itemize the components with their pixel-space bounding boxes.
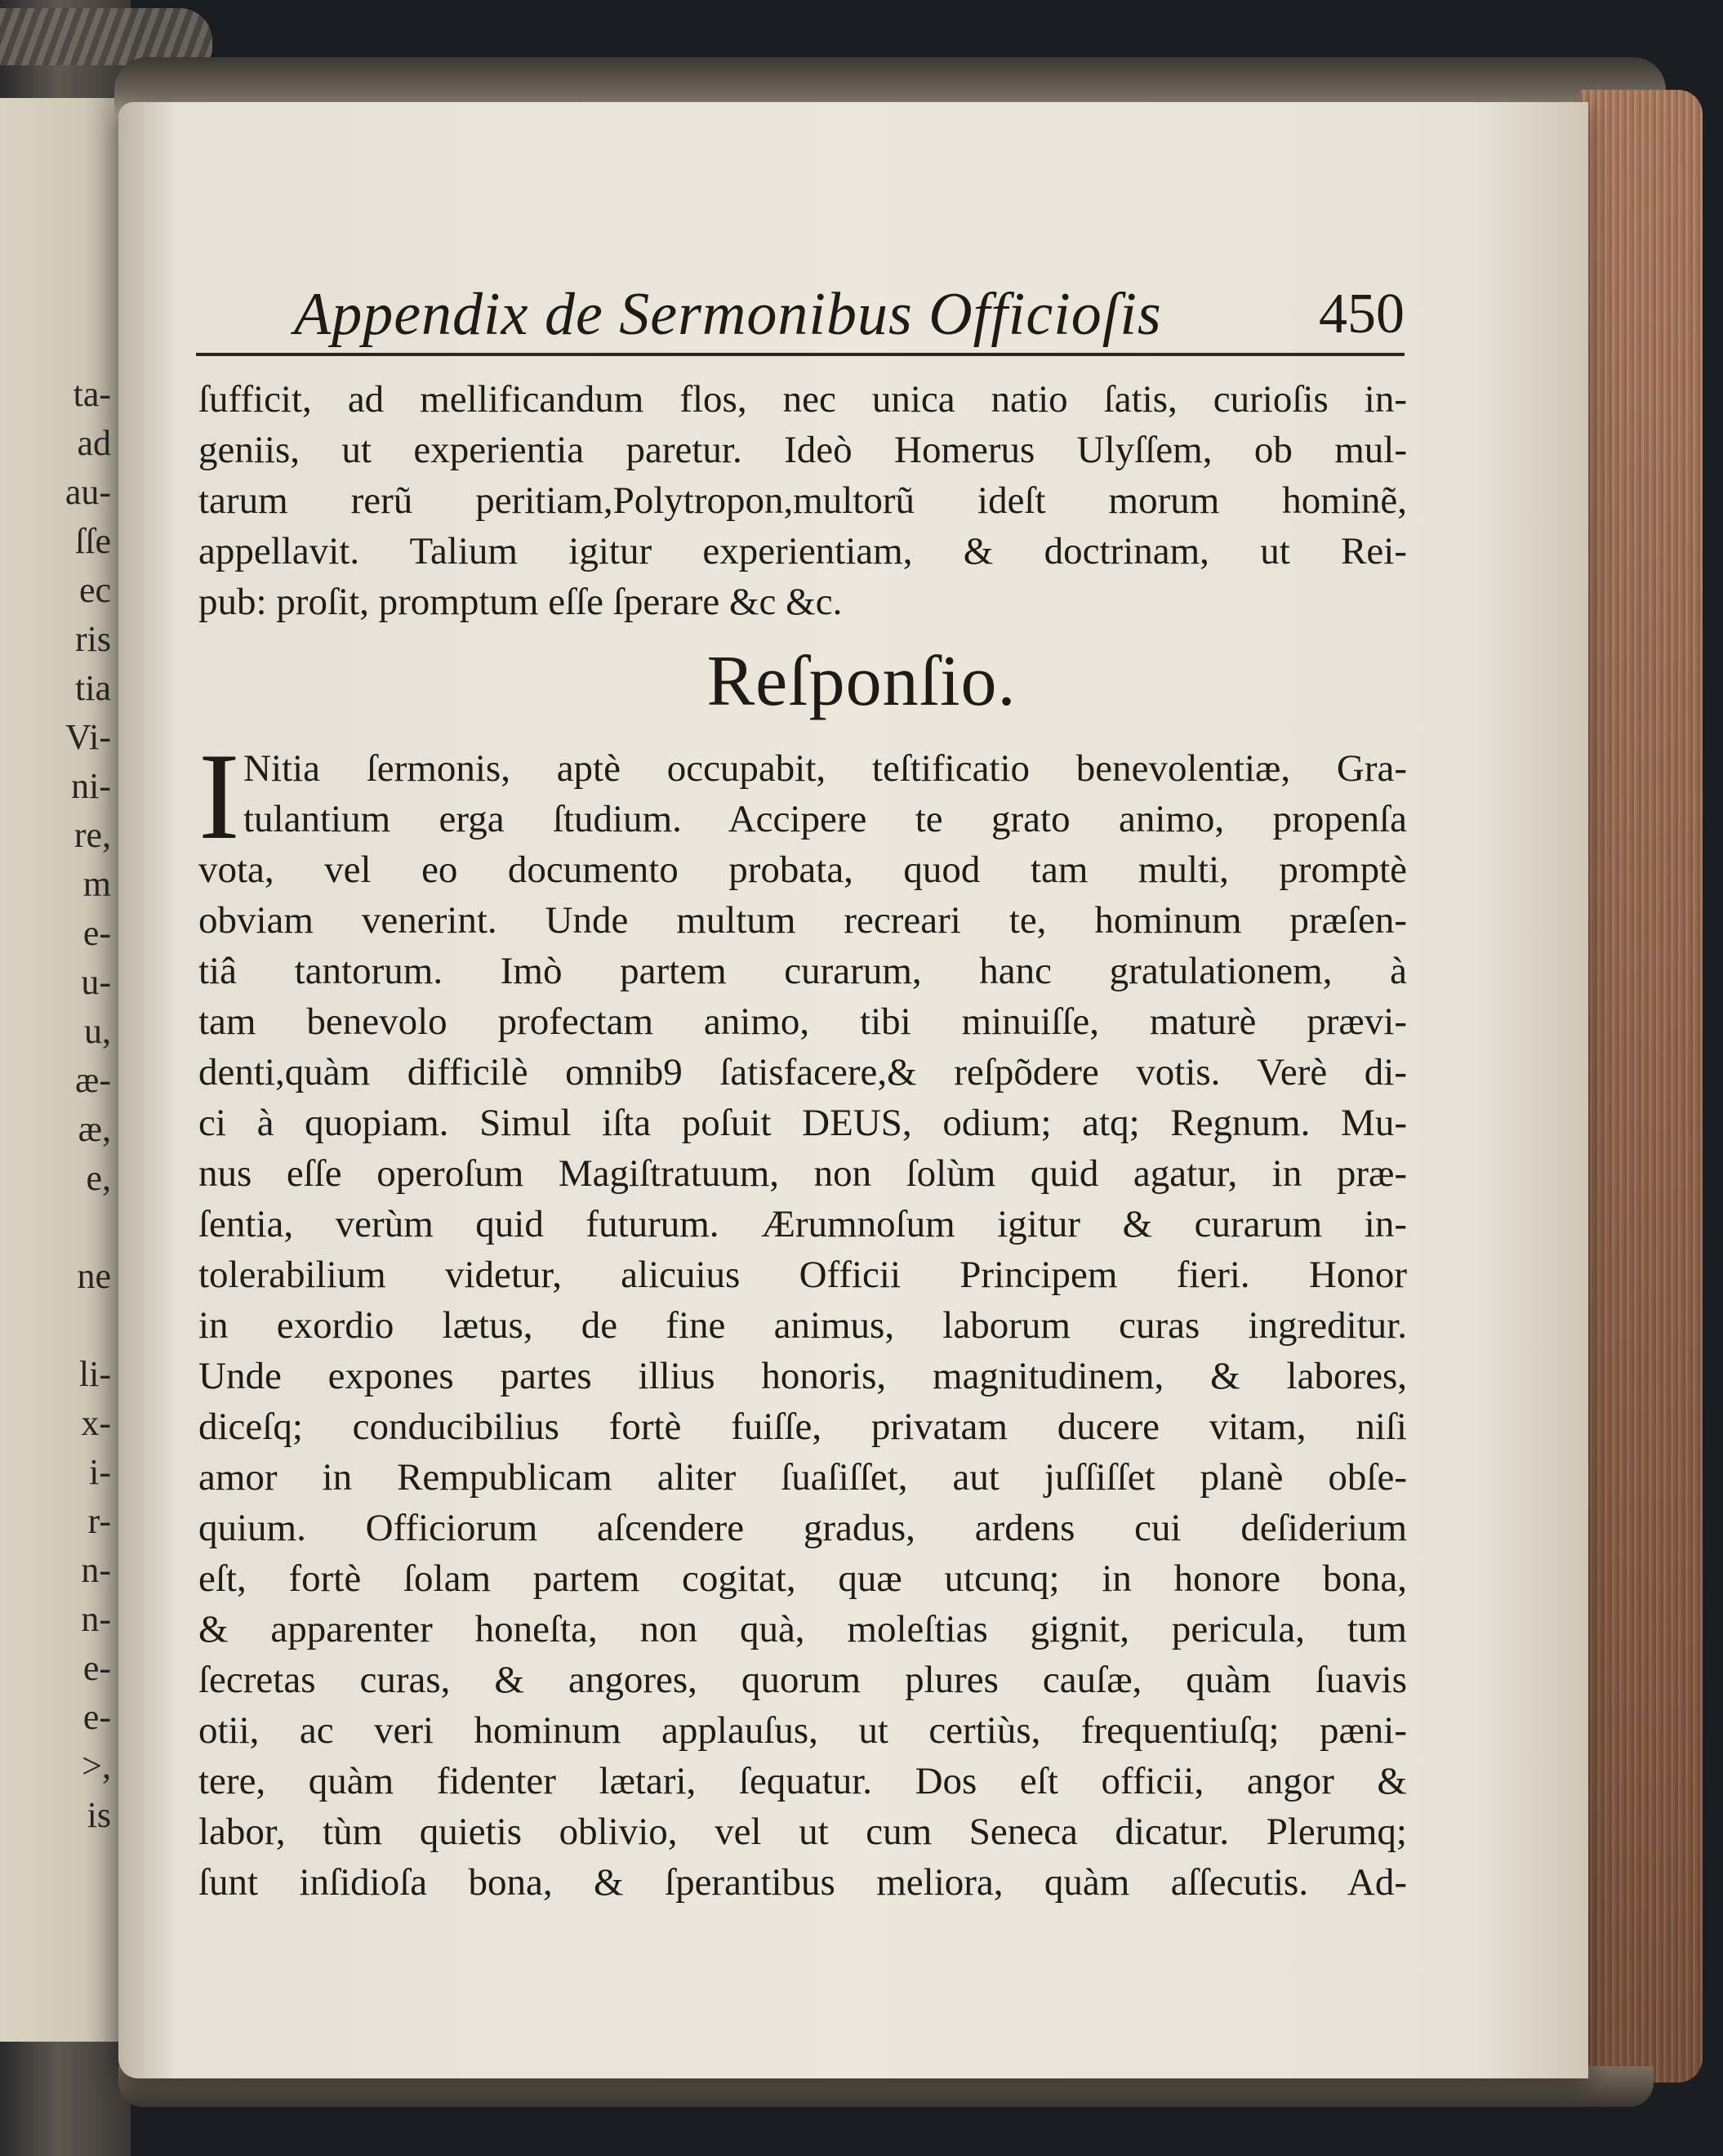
left-page-fragment: e, bbox=[86, 1158, 111, 1198]
left-page-fragment: ad bbox=[77, 423, 111, 463]
left-page-fragment: u- bbox=[81, 962, 111, 1002]
text-line: tolerabilium videtur, alicuius Officii Principem fieri. Honor bbox=[198, 1254, 1407, 1296]
left-page-fragment: r- bbox=[87, 1501, 111, 1541]
left-page-fragment: æ- bbox=[75, 1060, 111, 1100]
left-page-fragment: ſſe bbox=[75, 521, 111, 561]
left-page-fragment: ec bbox=[78, 570, 111, 610]
text-line: pub: proſit, promptum eſſe ſperare &c &c. bbox=[198, 581, 843, 623]
running-title: Appendix de Sermonibus Officioſis bbox=[294, 281, 1162, 348]
left-page-fragment: Vi- bbox=[65, 717, 111, 757]
text-line: geniis, ut experientia paretur. Ideò Homerus Ulyſſem, ob mul- bbox=[198, 429, 1407, 471]
text-line: quium. Officiorum aſcendere gradus, ardens cui deſiderium bbox=[198, 1507, 1407, 1549]
left-page-fragment: e- bbox=[82, 1648, 111, 1688]
left-page-fragment: n- bbox=[81, 1599, 111, 1639]
left-page-fragment: re, bbox=[73, 815, 111, 855]
left-page-fragment: ni- bbox=[71, 766, 111, 806]
text-line: tulantium erga ſtudium. Accipere te grato animo, propenſa bbox=[243, 798, 1407, 840]
drop-cap: I bbox=[198, 728, 240, 865]
left-page-fragment: >, bbox=[82, 1746, 111, 1786]
left-page-fragment: ne bbox=[77, 1256, 111, 1296]
running-header bbox=[196, 278, 1405, 359]
left-page-fragment: ris bbox=[75, 619, 111, 659]
left-page-fragment: i- bbox=[89, 1452, 111, 1492]
text-line: ſunt inſidioſa bona, & ſperantibus meliora, quàm aſſecutis. Ad- bbox=[198, 1861, 1407, 1904]
left-page-fragment: æ, bbox=[78, 1109, 111, 1149]
book-fore-edge bbox=[1580, 90, 1703, 2082]
text-line: ſentia, verùm quid futurum. Ærumnoſum igitur & curarum in- bbox=[198, 1203, 1407, 1245]
left-page-fragment: ta- bbox=[73, 374, 111, 414]
left-page-fragment: x- bbox=[81, 1403, 111, 1443]
text-line: tam benevolo profectam animo, tibi minuiſſe, maturè prævi- bbox=[198, 1000, 1407, 1043]
text-line: ſufficit, ad mellificandum flos, nec unica natio ſatis, curioſis in- bbox=[198, 378, 1407, 421]
page-number: 450 bbox=[1319, 283, 1405, 345]
left-page-fragment: e- bbox=[82, 1697, 111, 1737]
text-line: diceſq; conducibilius fortè fuiſſe, privatam ducere vitam, niſi bbox=[198, 1405, 1407, 1448]
left-page-fragment: tia bbox=[75, 668, 111, 708]
left-page-fragment: is bbox=[87, 1795, 111, 1835]
text-line: appellavit. Talium igitur experientiam, & doctrinam, ut Rei- bbox=[198, 530, 1407, 572]
text-line: tere, quàm fidenter lætari, ſequatur. Dos eſt officii, angor & bbox=[198, 1760, 1407, 1802]
text-line: denti,quàm difficilè omnib9 ſatisfacere,& reſpõdere votis. Verè di- bbox=[198, 1051, 1407, 1094]
left-page-fragment: au- bbox=[65, 472, 111, 512]
text-line: tiâ tantorum. Imò partem curarum, hanc gratulationem, à bbox=[198, 950, 1407, 992]
text-line: eſt, fortè ſolam partem cogitat, quæ utcunq; in honore bona, bbox=[198, 1557, 1407, 1600]
left-page bbox=[0, 98, 122, 2042]
text-line: obviam venerint. Unde multum recreari te, hominum præſen- bbox=[198, 899, 1407, 942]
text-line: tarum rerũ peritiam,Polytropon,multorũ ideſt morum hominẽ, bbox=[198, 479, 1407, 522]
left-page-fragment: u, bbox=[84, 1011, 111, 1051]
left-page-fragment: li- bbox=[78, 1354, 111, 1394]
text-line: otii, ac veri hominum applauſus, ut certiùs, frequentiuſq; pæni- bbox=[198, 1709, 1407, 1752]
text-line: Nitia ſermonis, aptè occupabit, teſtificatio benevolentiæ, Gra- bbox=[243, 747, 1407, 790]
text-line: amor in Rempublicam aliter ſuaſiſſet, aut juſſiſſet planè obſe- bbox=[198, 1456, 1407, 1499]
left-page-fragment: n- bbox=[81, 1550, 111, 1590]
text-line: in exordio lætus, de fine animus, laborum curas ingreditur. bbox=[198, 1304, 1407, 1347]
left-page-fragment: m bbox=[82, 864, 111, 904]
section-title: Reſponſio. bbox=[706, 642, 1017, 721]
text-line: Unde expones partes illius honoris, magnitudinem, & labores, bbox=[198, 1355, 1407, 1397]
header-rule bbox=[196, 353, 1405, 356]
text-line: labor, tùm quietis oblivio, vel ut cum Seneca dicatur. Plerumq; bbox=[198, 1811, 1407, 1853]
text-line: & apparenter honeſta, non quà, moleſtias gignit, pericula, tum bbox=[198, 1608, 1407, 1650]
text-line: vota, vel eo documento probata, quod tam multi, promptè bbox=[198, 849, 1407, 891]
text-line: ci à quopiam. Simul iſta poſuit DEUS, odium; atq; Regnum. Mu- bbox=[198, 1102, 1407, 1144]
left-page-fragment: e- bbox=[82, 913, 111, 953]
text-line: nus eſſe operoſum Magiſtratuum, non ſolùm quid agatur, in præ- bbox=[198, 1152, 1407, 1195]
text-line: ſecretas curas, & angores, quorum plures cauſæ, quàm ſuavis bbox=[198, 1659, 1407, 1701]
